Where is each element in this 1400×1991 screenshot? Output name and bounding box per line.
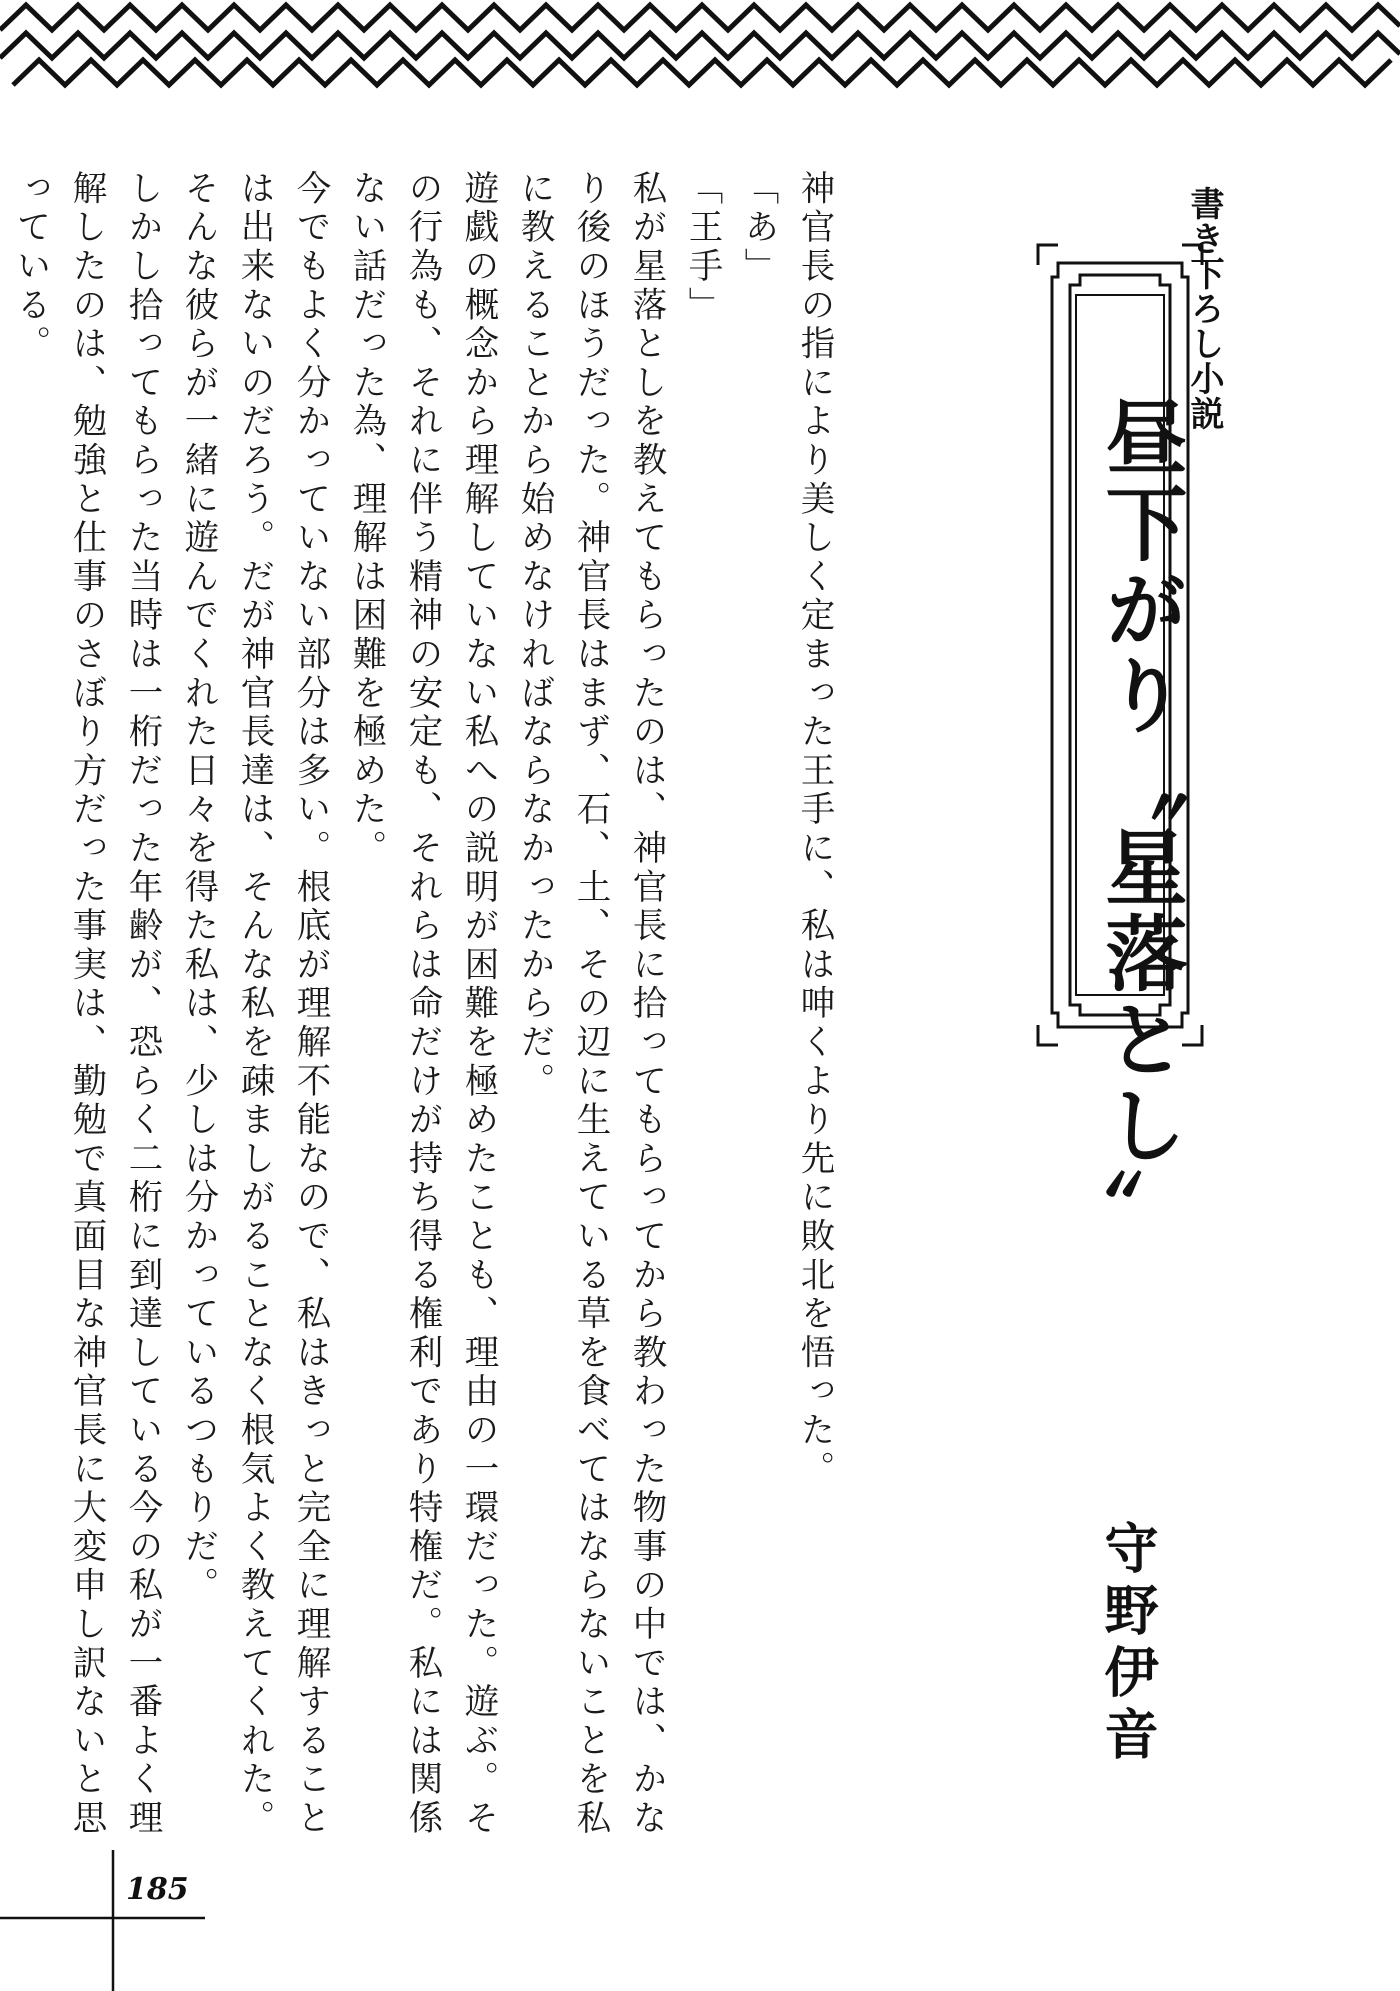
paragraph: しかし拾ってもらった当時は一桁だった年齢が、恐らく二桁に到達している今の私が一番よく理解したのは、勉強と仕事のさぼり方だった事実は、勤勉で真面目な神官長に大変申し訳ないと思っている。 [10, 170, 162, 1839]
story-title: 昼下がり〝星落とし〟 [1092, 395, 1188, 1255]
paragraph: 私が星落としを教えてもらったのは、神官長に拾ってもらってから教わった物事の中では、かなり後のほうだった。神官長はまず、石、土、その辺に生えている草を食べてはならないことを私に教えることから始めなければならなかったからだ。 [514, 170, 666, 1839]
category-label: 書き下ろし小説 [1184, 186, 1224, 431]
page-number: 185 [126, 1872, 189, 1907]
paragraph: 神官長の指により美しく定まった王手に、私は呻くより先に敗北を悟った。 [794, 170, 834, 1490]
paragraph: 今でもよく分かっていない部分は多い。根底が理解不能なので、私はきっと完全に理解することは出来ないのだろう。だが神官長達は、そんな私を疎ましがることなく根気よく教えてくれた。そんな彼らが一緒に遊んでくれた日々を得た私は、少しは分かっているつもりだ。 [178, 170, 330, 1839]
author-name: 守野伊音 [1096, 1520, 1160, 1768]
paragraph: 遊戯の概念から理解していない私への説明が困難を極めたことも、理由の一環だった。遊ぶ。その行為も、それに伴う精神の安定も、それらは命だけが持ち得る権利であり特権だ。私には関係ない話だった為、理解は困難を極めた。 [346, 170, 498, 1839]
paragraph: 「王手」 [682, 170, 722, 326]
paragraph: 「あ」 [738, 170, 778, 287]
